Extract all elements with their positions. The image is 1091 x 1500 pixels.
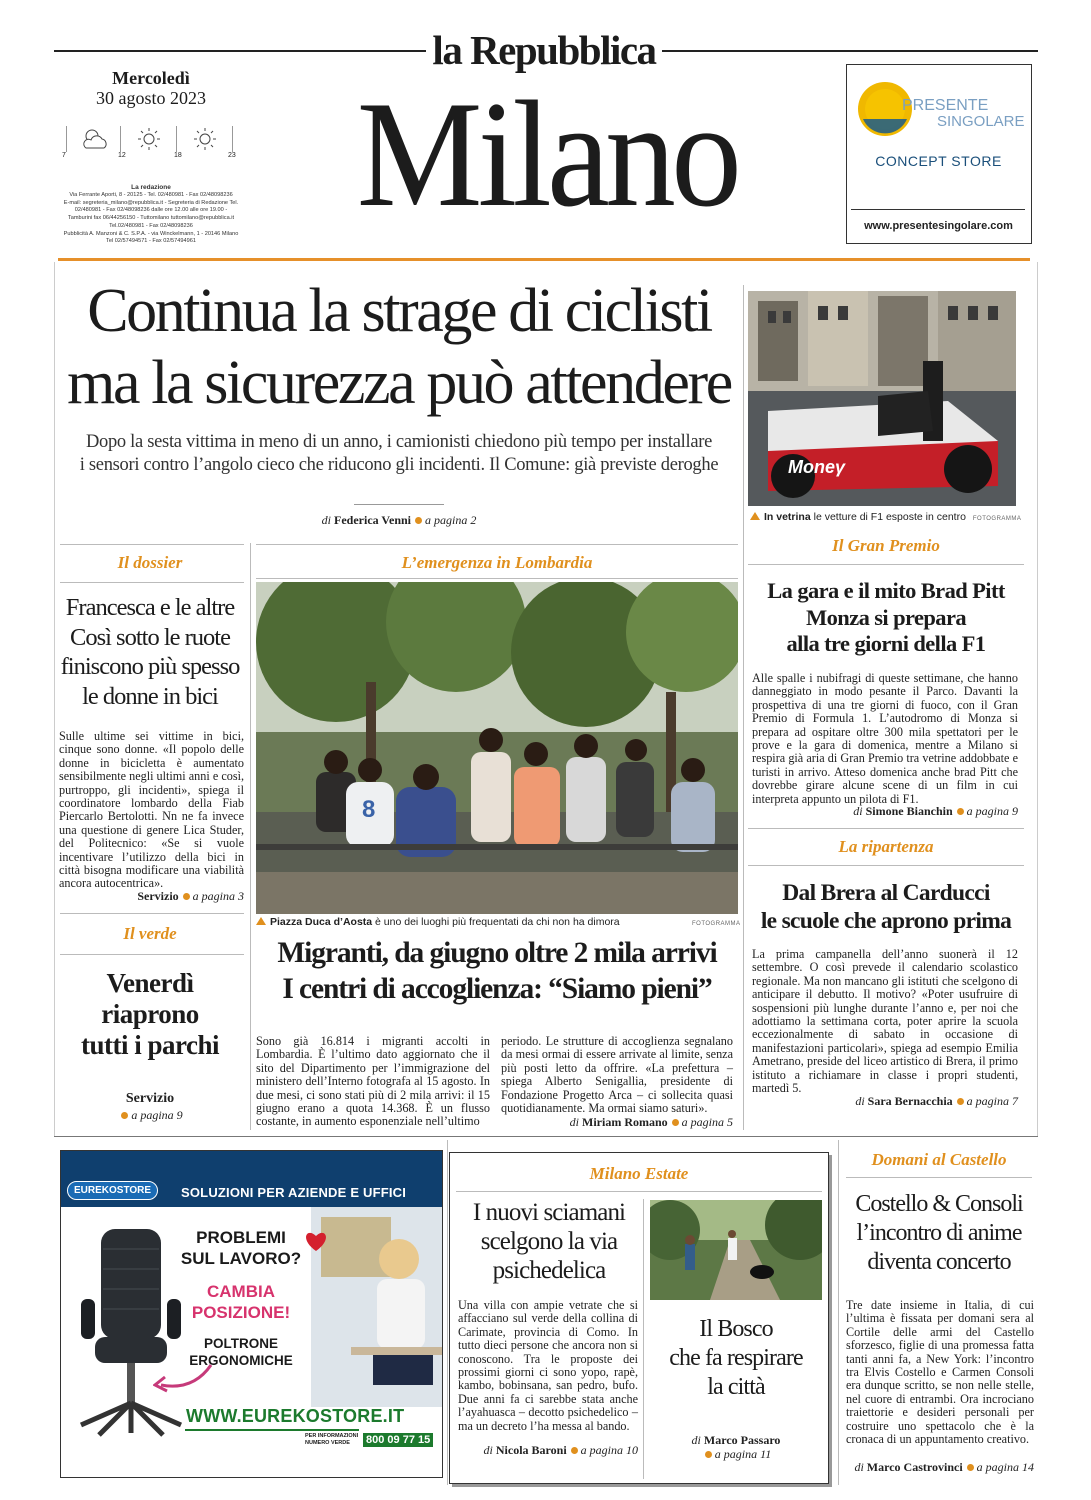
page-ref[interactable]: a pagina 11 bbox=[714, 1447, 772, 1461]
box-rule bbox=[456, 1191, 822, 1192]
column-rule bbox=[256, 544, 738, 545]
gp-headline[interactable] bbox=[748, 578, 1024, 658]
estate-box bbox=[449, 1152, 829, 1484]
frame-line bbox=[1037, 262, 1038, 1136]
box-divider bbox=[643, 1199, 644, 1479]
ad-url[interactable]: WWW.EUREKOSTORE.IT bbox=[186, 1406, 405, 1426]
car-livery-text: Moneγ bbox=[788, 457, 846, 477]
verde-page bbox=[54, 1108, 246, 1123]
lead-headline[interactable]: ma la sicurezza può attendere bbox=[67, 349, 731, 417]
ad-url[interactable]: www.presentesingolare.com bbox=[864, 220, 1013, 232]
lead-subhead: i sensori contro l’angolo cieco che riducono gli incidenti. Il Comune: già previste deroghe bbox=[79, 455, 719, 475]
bosco-headline[interactable] bbox=[648, 1315, 824, 1402]
page-dot-icon bbox=[967, 1464, 974, 1471]
byline-author: Miriam Romano bbox=[582, 1115, 668, 1129]
ad-divider bbox=[851, 209, 1025, 210]
byline-prefix: di bbox=[483, 1443, 493, 1457]
verde-headline[interactable] bbox=[54, 968, 246, 1061]
ripartenza-body: La prima campanella dell’anno suonerà il 12 settembre. O così prevede il calendario scolastico regionale. Ma non mancano gli istituti che scelgono di anticipare il debutto. Il motivo? «Poter usufruire di sospensioni più lunghe durante l’anno e, per noi che adottiamo la settimana corta, poter aprire la scuola eccezionalmente di sabato in occasione di manifestazioni particolari», spiega ad esempio Emilia Ametrano, preside del liceo artistico di Brera, il primo istituto a richiamare in classe i propri studenti, martedì 5. bbox=[752, 947, 1018, 1096]
lead-byline bbox=[54, 513, 744, 528]
headline-line: Venerdì bbox=[106, 968, 194, 998]
estate-body: Una villa con ampie vetrate che si affacciano sul verde della collina di Carimate, provincia di Como. In tutto dieci persone che ancora non si conoscono. Tra le proposte dei prossimi giorni ci sono yopo, rapè, kambo, bobinsana, san pedro, bufo. Due anni fa ci sarebbe stata anche l’ayahuasca – decotto psichedelico – ma un decreto l’ha messa al bando. bbox=[458, 1298, 638, 1433]
byline-author: Servizio bbox=[137, 889, 179, 903]
weather-strip bbox=[62, 122, 242, 162]
ad-logo-text: SINGOLARE bbox=[937, 113, 1025, 130]
column-divider bbox=[743, 285, 744, 1130]
page-dot-icon bbox=[705, 1451, 712, 1458]
column-right bbox=[748, 530, 1024, 1130]
redazione-line: Tamburini fax 06/44256150 - Tuttomilano tuttomilano@repubblica.it bbox=[67, 215, 235, 222]
castello-body: Tre date insieme in Italia, di cui l’ultima è fissata per domani sera al Cortile delle armi del Castello sforzesco, figlie di una promessa fatta tanti anni fa, a New York: l’incontro tra Elvis Costello e Carmen Consoli era dunque scritto, se non nelle stelle, nel cuore di entrambi. Ora incrociano traiettorie e desideri personali per costruire uno spettacolo che è la cronaca di un appuntamento creativo. bbox=[846, 1298, 1034, 1447]
column-rule bbox=[748, 865, 1024, 866]
estate-byline bbox=[458, 1443, 638, 1458]
dossier-byline bbox=[59, 889, 244, 904]
ad-line: POLTRONE bbox=[204, 1336, 278, 1351]
headline-line: Dal Brera al Carducci bbox=[782, 880, 990, 906]
weather-divider bbox=[120, 126, 121, 152]
masthead-bottom-rule bbox=[58, 258, 1030, 261]
page-ref[interactable]: a pagina 14 bbox=[976, 1460, 1034, 1474]
page-dot-icon bbox=[957, 1098, 964, 1105]
byline-prefix: di bbox=[321, 513, 331, 527]
headline-line: I nuovi sciamani bbox=[472, 1199, 626, 1226]
ad-line: ERGONOMICHE bbox=[189, 1353, 293, 1368]
brand-logo[interactable]: la Repubblica bbox=[432, 27, 656, 73]
ad-brand: EUREKOSTORE bbox=[67, 1181, 158, 1200]
lombardia-byline bbox=[501, 1115, 733, 1130]
column-divider bbox=[838, 1140, 839, 1485]
temperature: 12 bbox=[118, 152, 126, 159]
caption-arrow-icon bbox=[256, 917, 266, 925]
headline-line: tutti i parchi bbox=[80, 1030, 219, 1060]
column-rule bbox=[748, 564, 1024, 565]
headline-line: finiscono più spesso bbox=[60, 653, 240, 680]
photo-credit: FOTOGRAMMA bbox=[972, 516, 1022, 522]
column-rule bbox=[60, 582, 244, 583]
ad-banner-text: SOLUZIONI PER AZIENDE E UFFICI bbox=[181, 1185, 407, 1200]
masthead bbox=[0, 0, 1091, 265]
f1-photo-caption bbox=[750, 511, 1022, 523]
temperature: 7 bbox=[62, 152, 66, 159]
caption-arrow-icon bbox=[750, 512, 760, 520]
redazione-line: E-mail: segreteria_milano@repubblica.it - Segreteria di Redazione Tel. bbox=[63, 199, 239, 206]
weather-divider bbox=[66, 126, 67, 152]
frame-line bbox=[54, 262, 55, 1136]
lombardia-body: Sono già 16.814 i migranti accolti in Lombardia. È l’ultimo dato aggiornato che il sito del Dipartimento per l’immigrazione del ministero dell’Interno fotografa al 15 agosto. In due mesi, ci sono stati più di 2 mila arrivi: il 15 giugno erano a quota 14.368. È un flusso costante, in aumento esponenziale nell’ultimo bbox=[256, 1034, 490, 1129]
headline-line: che fa respirare bbox=[669, 1345, 803, 1371]
lead-subhead: Dopo la sesta vittima in meno di un anno, i camionisti chiedono più tempo per installare bbox=[85, 432, 713, 452]
page-ref[interactable]: a pagina 9 bbox=[131, 1108, 183, 1122]
byline-author: Simone Bianchin bbox=[865, 804, 953, 818]
headline-line: le donne in bici bbox=[82, 682, 218, 710]
column-left bbox=[54, 540, 246, 1130]
redazione-line: Tel 02/57494571 - Fax 02/57494961 bbox=[106, 238, 196, 245]
lombardia-headline[interactable]: I centri di accoglienza: “Siamo pieni” bbox=[282, 973, 712, 1005]
migrants-photo[interactable] bbox=[256, 582, 738, 914]
headline-line: diventa concerto bbox=[867, 1249, 1011, 1275]
svg-text:8: 8 bbox=[362, 796, 376, 823]
ad-line: POSIZIONE! bbox=[191, 1303, 291, 1322]
woman-photo bbox=[311, 1207, 443, 1407]
redazione-block bbox=[54, 183, 248, 246]
gp-body: Alle spalle i nubifragi di queste settimane, che hanno danneggiato in modo pesante il Parco. Davanti la prospettiva di una tre giorni di fuoco, con il Gran Premio di Formula 1. L’autodromo di Monza si prepara ad ospitare oltre 300 mila spettatori per le prove e la gara di domenica, mentre a Milano si respira già aria di Gran Premio tra vetrine addobbate e turisti in arrivo. Atteso domenica anche brad Pitt che dovrebbe girare alcune scene di un film in cui interpreta appunto un pilota di F1. bbox=[752, 671, 1018, 806]
ad-tagline: CONCEPT STORE bbox=[875, 153, 1002, 169]
ad-headline bbox=[171, 1227, 311, 1269]
headline-line: scelgono la via bbox=[480, 1228, 618, 1255]
ad-logo-text: PRESENTE bbox=[902, 97, 989, 114]
byline-author: Marco Passaro bbox=[703, 1433, 781, 1447]
weather-divider bbox=[232, 126, 233, 152]
byline-author: Marco Castrovinci bbox=[866, 1460, 963, 1474]
page-dot-icon bbox=[957, 808, 964, 815]
bottom-advertisement[interactable] bbox=[60, 1150, 443, 1478]
masthead-rule-right bbox=[662, 50, 1038, 52]
dossier-body: Sulle ultime sei vittime in bici, cinque sono donne. «Il popolo delle donne in bicicletta è aumentato sensibilmente negli ultimi anni e così, purtroppo, gli incidenti», spiega il coordinatore lombardo della Fiab Piercarlo Bertolotti. Nn ne fa invece una questione di genere Lica Studer, del Politecnico: «Se si vuole incentivare l’utilizzo della bici in città bisogna modificare una viabilità ancora autocentrica». bbox=[59, 729, 244, 891]
lombardia-kicker: L’emergenza in Lombardia bbox=[401, 553, 593, 572]
headline-line: Monza si prepara bbox=[806, 604, 966, 630]
redazione-line: Pubblicità A. Manzoni & C. S.P.A. - via Winckelmann, 1 - 20146 Milano bbox=[63, 230, 239, 237]
bosco-byline bbox=[648, 1433, 824, 1448]
headline-line: psichedelica bbox=[492, 1257, 606, 1284]
ripartenza-headline[interactable] bbox=[748, 880, 1024, 935]
byline-author: Federica Venni bbox=[334, 513, 411, 527]
weather-divider bbox=[176, 126, 177, 152]
castello-byline bbox=[842, 1460, 1034, 1475]
redazione-line: 02/480981 - Fax 02/48098236 dalle ore 12.00 alle ore 19.00 - bbox=[74, 207, 228, 214]
redazione-line: Tel.02/480981 - Fax 02/48098236 bbox=[109, 222, 193, 229]
byline-author: Sara Bernacchia bbox=[867, 1094, 953, 1108]
castello-headline[interactable] bbox=[842, 1190, 1036, 1277]
column-divider bbox=[250, 543, 251, 1130]
caption-text: le vetture di F1 esposte in centro bbox=[810, 511, 966, 523]
ad-phone[interactable]: 800 09 77 15 bbox=[363, 1433, 433, 1447]
ad-cta bbox=[171, 1281, 311, 1323]
headline-line: Francesca e le altre bbox=[65, 594, 235, 621]
ad-url-underline bbox=[185, 1429, 359, 1431]
headline-line: l’incontro di anime bbox=[856, 1220, 1022, 1246]
caption-bold: In vetrina bbox=[764, 511, 811, 523]
verde-byline bbox=[54, 1091, 246, 1107]
ripartenza-kicker: La ripartenza bbox=[838, 837, 934, 856]
column-rule bbox=[60, 913, 244, 914]
migrants-photo-caption bbox=[256, 916, 738, 928]
column-rule bbox=[60, 544, 244, 545]
page-ref[interactable]: a pagina 2 bbox=[425, 513, 477, 527]
lead-headline[interactable]: Continua la strage di ciclisti bbox=[87, 277, 711, 345]
castello-story bbox=[842, 1140, 1036, 1480]
ad-line: PROBLEMI bbox=[196, 1228, 286, 1247]
column-center bbox=[256, 540, 741, 1130]
caption-text: è uno dei luoghi più frequentati da chi non ha dimora bbox=[372, 916, 620, 928]
page-dot-icon bbox=[121, 1112, 128, 1119]
ripartenza-byline bbox=[752, 1094, 1018, 1109]
byline-author: Nicola Baroni bbox=[495, 1443, 567, 1457]
page-dot-icon bbox=[672, 1119, 679, 1126]
estate-kicker: Milano Estate bbox=[589, 1164, 689, 1183]
headline-line: Costello & Consoli bbox=[855, 1191, 1023, 1217]
headline-line: Così sotto le ruote bbox=[70, 623, 230, 651]
headline-line: La gara e il mito Brad Pitt bbox=[767, 578, 1005, 603]
page-ref[interactable]: a pagina 5 bbox=[681, 1115, 733, 1129]
edition-title: Milano bbox=[356, 70, 738, 238]
partly-cloudy-icon bbox=[78, 126, 112, 152]
lombardia-body: periodo. Le strutture di accoglienza segnalano da mesi ormai di essere arrivate al limite, senza più posti letto da offrire. «La prefettura – spiega Alberto Senigallia, presidente di Fondazione Progetto Arca – ci sollecita quasi quotidianamente. Ma ormai siamo saturi». bbox=[501, 1034, 733, 1116]
byline-prefix: di bbox=[855, 1094, 865, 1108]
lombardia-headline[interactable]: Migranti, da giugno oltre 2 mila arrivi bbox=[277, 937, 717, 969]
dossier-headline[interactable] bbox=[54, 593, 246, 711]
column-rule bbox=[748, 828, 1024, 829]
verde-kicker: Il verde bbox=[123, 924, 177, 943]
column-rule bbox=[846, 1177, 1032, 1178]
dossier-kicker: Il dossier bbox=[117, 553, 183, 572]
bosco-photo[interactable] bbox=[650, 1200, 822, 1300]
masthead-rule-left bbox=[54, 50, 426, 52]
issue-date: 30 agosto 2023 bbox=[96, 88, 206, 108]
lead-byline-rule bbox=[354, 504, 444, 505]
top-advertisement[interactable] bbox=[846, 64, 1032, 244]
lead-story[interactable] bbox=[54, 270, 744, 540]
arrow-icon bbox=[153, 1361, 213, 1395]
headline-line: Il Bosco bbox=[699, 1316, 773, 1342]
redazione-title: La redazione bbox=[131, 184, 171, 191]
byline-prefix: di bbox=[853, 804, 863, 818]
gp-kicker: Il Gran Premio bbox=[832, 536, 940, 555]
ad-line: CAMBIA bbox=[207, 1282, 275, 1301]
page-ref[interactable]: a pagina 9 bbox=[966, 804, 1018, 818]
temperature: 18 bbox=[174, 152, 182, 159]
column-rule bbox=[256, 578, 738, 579]
f1-photo-block[interactable] bbox=[748, 291, 1022, 531]
page-dot-icon bbox=[571, 1447, 578, 1454]
headline-line: riaprono bbox=[101, 999, 199, 1029]
temperature: 23 bbox=[228, 152, 236, 159]
byline-prefix: di bbox=[569, 1115, 579, 1129]
page-dot-icon bbox=[183, 893, 190, 900]
gp-byline bbox=[752, 804, 1018, 819]
headline-line: le scuole che aprono prima bbox=[760, 907, 1012, 934]
page-ref[interactable]: a pagina 10 bbox=[580, 1443, 638, 1457]
headline-line: la città bbox=[707, 1374, 765, 1400]
f1-car-photo[interactable] bbox=[748, 291, 1016, 506]
byline-prefix: di bbox=[854, 1460, 864, 1474]
castello-kicker: Domani al Castello bbox=[871, 1150, 1007, 1169]
byline-prefix: di bbox=[691, 1433, 701, 1447]
sun-icon bbox=[134, 126, 164, 152]
page-ref[interactable]: a pagina 7 bbox=[966, 1094, 1018, 1108]
redazione-line: Via Ferrante Aporti, 8 - 20125 - Tel. 02/480981 - Fax 02/48098236 bbox=[69, 192, 233, 198]
bosco-page bbox=[648, 1447, 824, 1462]
sun-icon bbox=[190, 126, 220, 152]
page-ref[interactable]: a pagina 3 bbox=[192, 889, 244, 903]
ad-line: SUL LAVORO? bbox=[180, 1249, 302, 1268]
headline-line: alla tre giorni della F1 bbox=[786, 631, 986, 656]
page-dot-icon bbox=[415, 517, 422, 524]
estate-headline[interactable] bbox=[454, 1198, 644, 1285]
caption-bold: Piazza Duca d’Aosta bbox=[270, 916, 373, 928]
issue-day: Mercoledì bbox=[112, 68, 190, 88]
column-divider bbox=[447, 1140, 448, 1485]
column-rule bbox=[60, 954, 244, 955]
photo-credit: FOTOGRAMMA bbox=[692, 921, 741, 927]
ad-info: PER INFORMAZIONI NUMERO VERDE bbox=[305, 1433, 359, 1446]
byline-author: Servizio bbox=[125, 1091, 175, 1106]
section-rule bbox=[54, 1136, 1038, 1137]
